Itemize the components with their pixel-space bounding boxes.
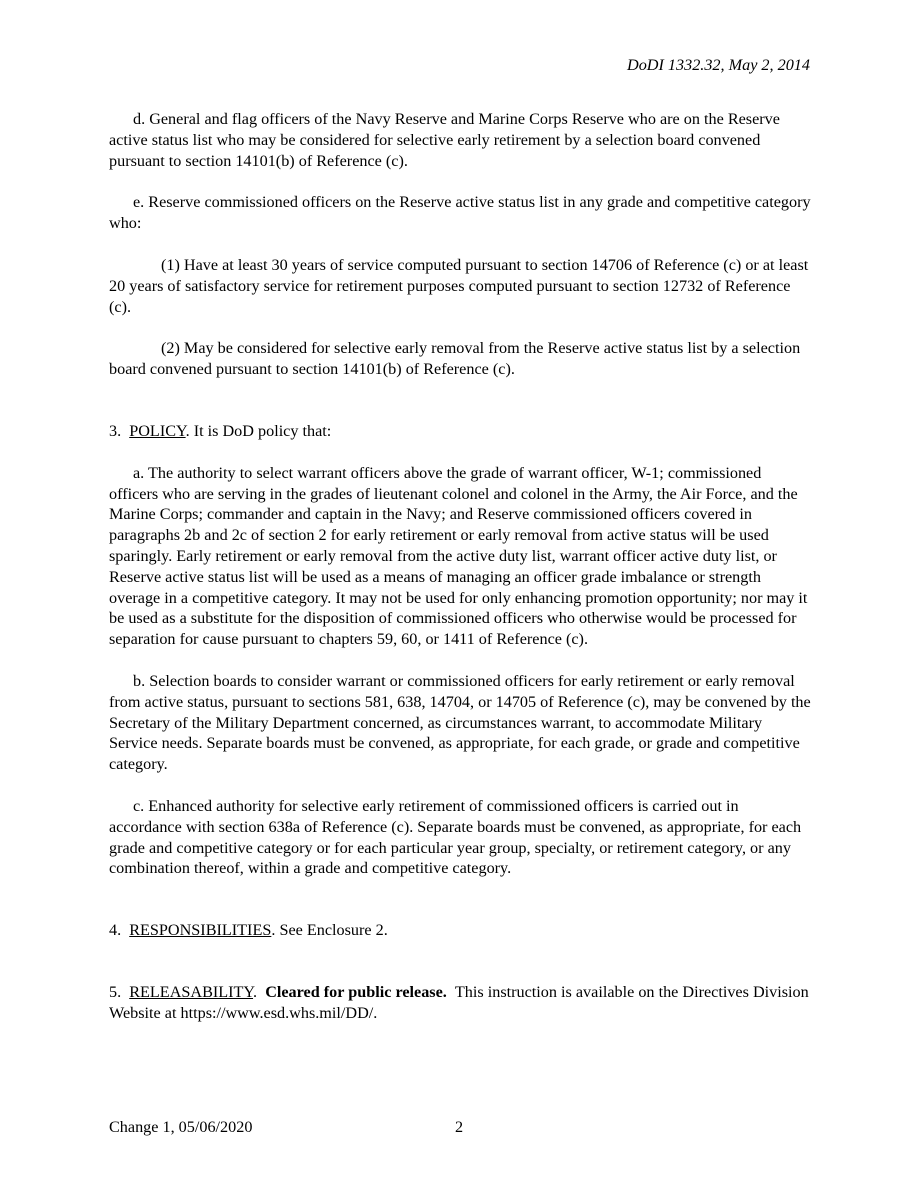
paragraph-3a: a. The authority to select warrant officers above the grade of warrant officer, W-1; commissioned officers who are serving in the grades of lieutenant colonel and colonel in the Army, the Air Force, and the Marine Corps; commander and captain in the Navy; and Reserve commissioned officers covered in paragraphs 2b and 2c of section 2 for early retirement or early removal from active status will be used sparingly. Early retirement or early removal from the active duty list, warrant officer active duty list, or Reserve active status list will be used as a means of managing an officer grade imbalance or strength overage in a competitive category. It may not be used for only enhancing promotion opportunity; nor may it be used as a substitute for the disposition of commissioned officers who otherwise would be processed for separation for cause pursuant to chapters 59, 60, or 1411 of Reference (c). bbox=[109, 463, 808, 649]
document-reference: DoDI 1332.32, May 2, 2014 bbox=[627, 56, 810, 74]
releasability-bold: Cleared for public release. bbox=[265, 982, 447, 1001]
page-number: 2 bbox=[455, 1118, 464, 1136]
releasability-paragraph bbox=[109, 982, 814, 1024]
responsibilities-line bbox=[109, 920, 814, 941]
paragraph-2e: e. Reserve commissioned officers on the Reserve active status list in any grade and competitive category who: bbox=[109, 193, 811, 233]
policy-intro: . It is DoD policy that: bbox=[185, 421, 332, 440]
responsibilities-heading: RESPONSIBILITIES bbox=[129, 921, 272, 940]
policy-number: 3. bbox=[109, 421, 122, 440]
responsibilities-number: 4. bbox=[109, 921, 122, 940]
policy-heading-line bbox=[109, 421, 814, 442]
paragraph-2e2: (2) May be considered for selective early removal from the Reserve active status list by a selection board convened pursuant to section 14101(b) of Reference (c). bbox=[109, 339, 801, 379]
paragraph-3b: b. Selection boards to consider warrant or commissioned officers for early retirement or early removal from active status, pursuant to sections 581, 638, 14704, or 14705 of Reference (c), may be convened by the Secretary of the Military Department concerned, as circumstances warrant, to accommodate Military Service needs. Separate boards must be convened, as appropriate, for each grade, or grade and competitive category. bbox=[109, 671, 811, 774]
document-body bbox=[109, 109, 814, 1024]
responsibilities-text: . See Enclosure 2. bbox=[271, 921, 388, 940]
releasability-heading: RELEASABILITY bbox=[129, 982, 254, 1001]
paragraph-2d: d. General and flag officers of the Navy Reserve and Marine Corps Reserve who are on the Reserve active status list who may be considered for selective early retirement by a selection board convened pursuant to section 14101(b) of Reference (c). bbox=[109, 110, 780, 170]
paragraph-3c: c. Enhanced authority for selective early retirement of commissioned officers is carried out in accordance with section 638a of Reference (c). Separate boards must be convened, as appropriate, for each grade and competitive category or for each particular year group, specialty, or retirement category, or any combination thereof, within a grade and competitive category. bbox=[109, 796, 802, 878]
releasability-number: 5. bbox=[109, 982, 122, 1001]
policy-heading: POLICY bbox=[129, 421, 186, 440]
releasability-sep: . bbox=[253, 982, 258, 1001]
paragraph-2e1: (1) Have at least 30 years of service computed pursuant to section 14706 of Reference (c) or at least 20 years of satisfactory service for retirement purposes computed pursuant to section 12732 of Reference (c). bbox=[109, 255, 809, 316]
change-notice: Change 1, 05/06/2020 bbox=[109, 1118, 253, 1136]
releasability-text: This instruction is available on the Directives Division Website at https://www.esd.whs.mil/DD/. bbox=[109, 982, 809, 1022]
